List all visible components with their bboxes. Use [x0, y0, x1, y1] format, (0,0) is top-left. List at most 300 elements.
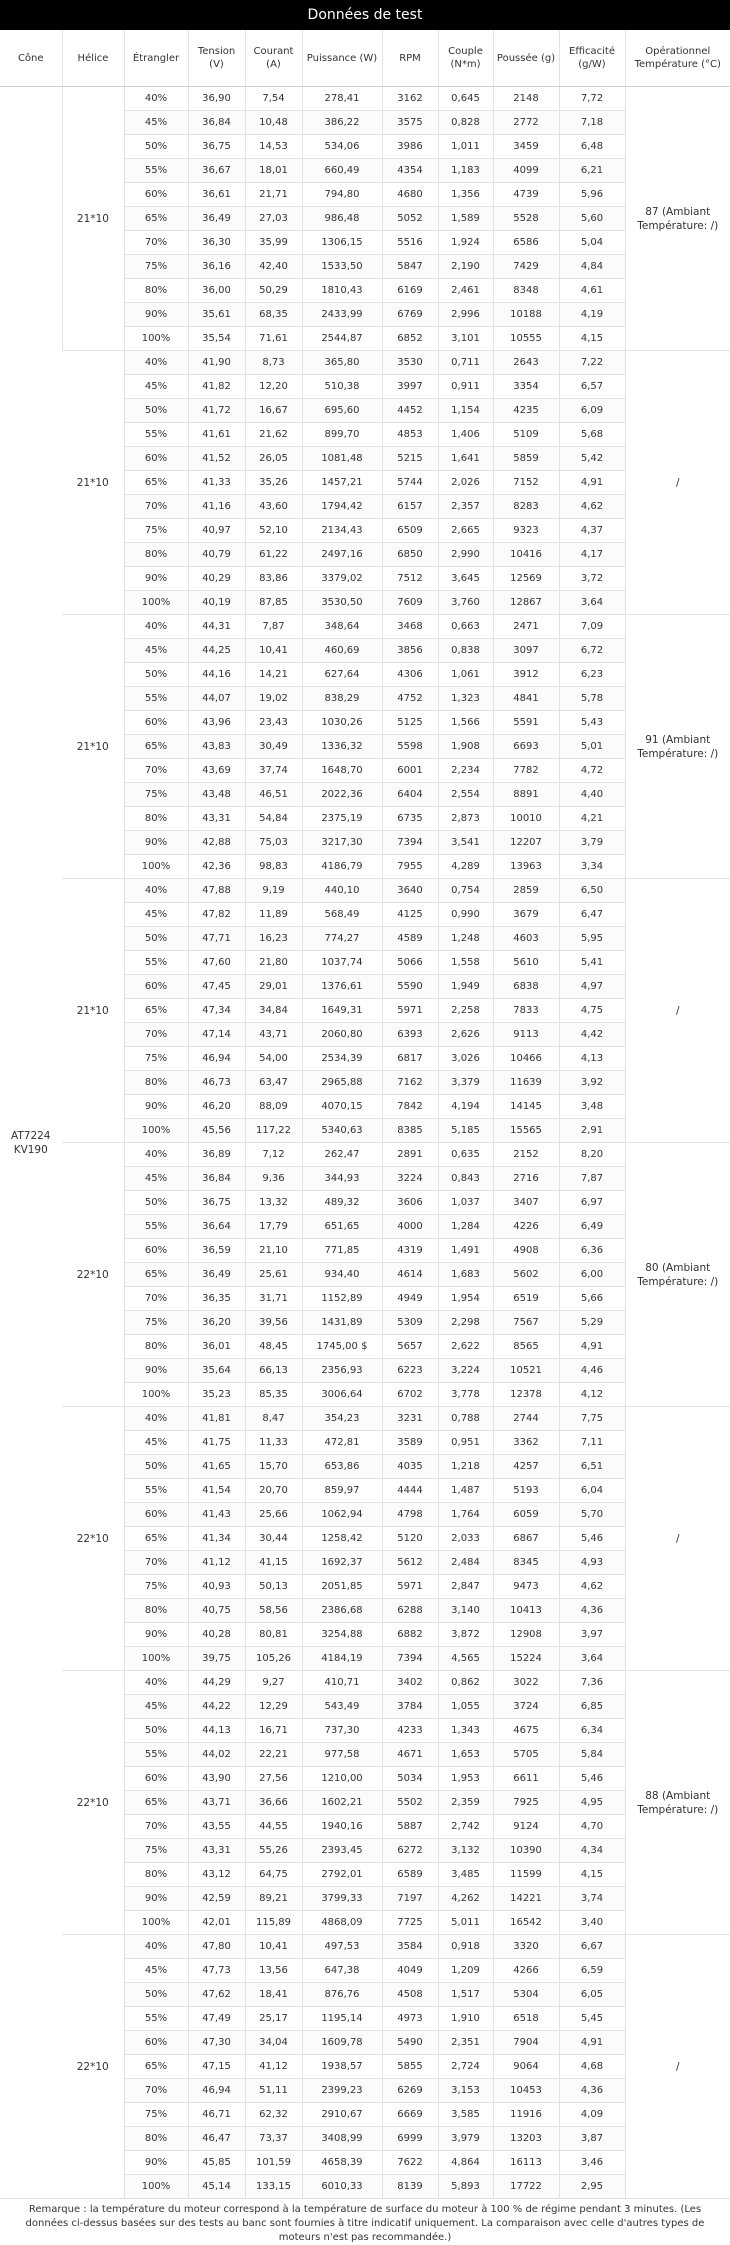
- torque-cell: 2,665: [438, 519, 493, 543]
- thrust-cell: 3362: [493, 1431, 559, 1455]
- current-cell: 10,41: [245, 639, 302, 663]
- efficiency-cell: 6,48: [559, 135, 625, 159]
- rpm-cell: 3162: [382, 87, 438, 111]
- torque-cell: 1,356: [438, 183, 493, 207]
- rpm-cell: 4853: [382, 423, 438, 447]
- power-cell: 1081,48: [302, 447, 382, 471]
- header-cone: Cône: [0, 30, 62, 87]
- rpm-cell: 5971: [382, 1575, 438, 1599]
- rpm-cell: 6272: [382, 1839, 438, 1863]
- thrust-cell: 10466: [493, 1047, 559, 1071]
- current-cell: 9,36: [245, 1167, 302, 1191]
- torque-cell: 1,037: [438, 1191, 493, 1215]
- current-cell: 52,10: [245, 519, 302, 543]
- power-cell: 4186,79: [302, 855, 382, 879]
- power-cell: 2134,43: [302, 519, 382, 543]
- rpm-cell: 7394: [382, 1647, 438, 1671]
- throttle-cell: 45%: [124, 639, 188, 663]
- voltage-cell: 47,80: [188, 1935, 245, 1959]
- rpm-cell: 3575: [382, 111, 438, 135]
- thrust-cell: 5610: [493, 951, 559, 975]
- throttle-cell: 55%: [124, 159, 188, 183]
- throttle-cell: 70%: [124, 2079, 188, 2103]
- torque-cell: 0,911: [438, 375, 493, 399]
- rpm-cell: 4680: [382, 183, 438, 207]
- efficiency-cell: 7,11: [559, 1431, 625, 1455]
- torque-cell: 3,224: [438, 1359, 493, 1383]
- header-propeller: Hélice: [62, 30, 124, 87]
- throttle-cell: 45%: [124, 1431, 188, 1455]
- power-cell: 1152,89: [302, 1287, 382, 1311]
- torque-cell: 2,033: [438, 1527, 493, 1551]
- current-cell: 7,87: [245, 615, 302, 639]
- torque-cell: 2,461: [438, 279, 493, 303]
- rpm-cell: 3784: [382, 1695, 438, 1719]
- current-cell: 73,37: [245, 2127, 302, 2151]
- table-row: [0, 615, 730, 639]
- torque-cell: 1,284: [438, 1215, 493, 1239]
- voltage-cell: 43,83: [188, 735, 245, 759]
- torque-cell: 3,645: [438, 567, 493, 591]
- thrust-cell: 9473: [493, 1575, 559, 1599]
- throttle-cell: 75%: [124, 1047, 188, 1071]
- power-cell: 2497,16: [302, 543, 382, 567]
- torque-cell: 1,764: [438, 1503, 493, 1527]
- thrust-cell: 10390: [493, 1839, 559, 1863]
- torque-cell: 1,343: [438, 1719, 493, 1743]
- efficiency-cell: 6,50: [559, 879, 625, 903]
- voltage-cell: 36,01: [188, 1335, 245, 1359]
- thrust-cell: 2471: [493, 615, 559, 639]
- torque-cell: 2,351: [438, 2031, 493, 2055]
- voltage-cell: 41,16: [188, 495, 245, 519]
- efficiency-cell: 5,96: [559, 183, 625, 207]
- throttle-cell: 40%: [124, 1143, 188, 1167]
- throttle-cell: 90%: [124, 1887, 188, 1911]
- torque-cell: 3,760: [438, 591, 493, 615]
- torque-cell: 2,258: [438, 999, 493, 1023]
- throttle-cell: 90%: [124, 1623, 188, 1647]
- voltage-cell: 42,36: [188, 855, 245, 879]
- current-cell: 30,49: [245, 735, 302, 759]
- propeller-cell: 21*10: [62, 879, 124, 1143]
- voltage-cell: 41,54: [188, 1479, 245, 1503]
- efficiency-cell: 6,00: [559, 1263, 625, 1287]
- power-cell: 2433,99: [302, 303, 382, 327]
- table-row: [0, 1935, 730, 1959]
- throttle-cell: 65%: [124, 2055, 188, 2079]
- efficiency-cell: 6,09: [559, 399, 625, 423]
- power-cell: 627,64: [302, 663, 382, 687]
- efficiency-cell: 5,68: [559, 423, 625, 447]
- thrust-cell: 12867: [493, 591, 559, 615]
- thrust-cell: 5109: [493, 423, 559, 447]
- rpm-cell: 4671: [382, 1743, 438, 1767]
- efficiency-cell: 5,78: [559, 687, 625, 711]
- voltage-cell: 36,67: [188, 159, 245, 183]
- rpm-cell: 3589: [382, 1431, 438, 1455]
- throttle-cell: 100%: [124, 2175, 188, 2199]
- rpm-cell: 4444: [382, 1479, 438, 1503]
- thrust-cell: 4739: [493, 183, 559, 207]
- torque-cell: 1,949: [438, 975, 493, 999]
- efficiency-cell: 4,17: [559, 543, 625, 567]
- efficiency-cell: 5,43: [559, 711, 625, 735]
- thrust-cell: 16113: [493, 2151, 559, 2175]
- thrust-cell: 6611: [493, 1767, 559, 1791]
- thrust-cell: 7782: [493, 759, 559, 783]
- torque-cell: 1,491: [438, 1239, 493, 1263]
- current-cell: 50,13: [245, 1575, 302, 1599]
- throttle-cell: 80%: [124, 1599, 188, 1623]
- torque-cell: 0,990: [438, 903, 493, 927]
- torque-cell: 0,918: [438, 1935, 493, 1959]
- current-cell: 37,74: [245, 759, 302, 783]
- voltage-cell: 36,16: [188, 255, 245, 279]
- voltage-cell: 47,88: [188, 879, 245, 903]
- rpm-cell: 5120: [382, 1527, 438, 1551]
- throttle-cell: 55%: [124, 1743, 188, 1767]
- rpm-cell: 6404: [382, 783, 438, 807]
- throttle-cell: 70%: [124, 495, 188, 519]
- rpm-cell: 5502: [382, 1791, 438, 1815]
- rpm-cell: 4508: [382, 1983, 438, 2007]
- torque-cell: 3,026: [438, 1047, 493, 1071]
- efficiency-cell: 8,20: [559, 1143, 625, 1167]
- current-cell: 54,84: [245, 807, 302, 831]
- thrust-cell: 4675: [493, 1719, 559, 1743]
- voltage-cell: 46,94: [188, 1047, 245, 1071]
- torque-cell: 2,990: [438, 543, 493, 567]
- throttle-cell: 75%: [124, 1575, 188, 1599]
- rpm-cell: 6850: [382, 543, 438, 567]
- header-rpm: RPM: [382, 30, 438, 87]
- power-cell: 3217,30: [302, 831, 382, 855]
- power-cell: 1457,21: [302, 471, 382, 495]
- efficiency-cell: 3,48: [559, 1095, 625, 1119]
- efficiency-cell: 6,47: [559, 903, 625, 927]
- efficiency-cell: 4,09: [559, 2103, 625, 2127]
- rpm-cell: 5034: [382, 1767, 438, 1791]
- torque-cell: 2,359: [438, 1791, 493, 1815]
- efficiency-cell: 5,70: [559, 1503, 625, 1527]
- throttle-cell: 40%: [124, 1407, 188, 1431]
- current-cell: 9,19: [245, 879, 302, 903]
- thrust-cell: 2152: [493, 1143, 559, 1167]
- efficiency-cell: 4,93: [559, 1551, 625, 1575]
- rpm-cell: 4752: [382, 687, 438, 711]
- voltage-cell: 46,47: [188, 2127, 245, 2151]
- efficiency-cell: 3,74: [559, 1887, 625, 1911]
- thrust-cell: 3912: [493, 663, 559, 687]
- rpm-cell: 6169: [382, 279, 438, 303]
- efficiency-cell: 6,23: [559, 663, 625, 687]
- current-cell: 12,20: [245, 375, 302, 399]
- efficiency-cell: 5,01: [559, 735, 625, 759]
- torque-cell: 0,635: [438, 1143, 493, 1167]
- voltage-cell: 36,75: [188, 135, 245, 159]
- power-cell: 1210,00: [302, 1767, 382, 1791]
- voltage-cell: 47,62: [188, 1983, 245, 2007]
- efficiency-cell: 6,57: [559, 375, 625, 399]
- efficiency-cell: 4,97: [559, 975, 625, 999]
- thrust-cell: 6586: [493, 231, 559, 255]
- torque-cell: 2,742: [438, 1815, 493, 1839]
- current-cell: 27,03: [245, 207, 302, 231]
- current-cell: 98,83: [245, 855, 302, 879]
- rpm-cell: 6999: [382, 2127, 438, 2151]
- power-cell: 651,65: [302, 1215, 382, 1239]
- rpm-cell: 6669: [382, 2103, 438, 2127]
- table-row: [0, 1671, 730, 1695]
- power-cell: 653,86: [302, 1455, 382, 1479]
- thrust-cell: 10453: [493, 2079, 559, 2103]
- power-cell: 262,47: [302, 1143, 382, 1167]
- thrust-cell: 13963: [493, 855, 559, 879]
- rpm-cell: 4125: [382, 903, 438, 927]
- temperature-cell: /: [625, 879, 730, 1143]
- voltage-cell: 44,07: [188, 687, 245, 711]
- throttle-cell: 70%: [124, 1023, 188, 1047]
- rpm-cell: 5847: [382, 255, 438, 279]
- thrust-cell: 11639: [493, 1071, 559, 1095]
- efficiency-cell: 5,45: [559, 2007, 625, 2031]
- efficiency-cell: 6,34: [559, 1719, 625, 1743]
- thrust-cell: 8283: [493, 495, 559, 519]
- voltage-cell: 36,89: [188, 1143, 245, 1167]
- efficiency-cell: 4,70: [559, 1815, 625, 1839]
- rpm-cell: 3584: [382, 1935, 438, 1959]
- rpm-cell: 5855: [382, 2055, 438, 2079]
- current-cell: 64,75: [245, 1863, 302, 1887]
- voltage-cell: 41,12: [188, 1551, 245, 1575]
- thrust-cell: 3097: [493, 639, 559, 663]
- thrust-cell: 14145: [493, 1095, 559, 1119]
- thrust-cell: 6838: [493, 975, 559, 999]
- thrust-cell: 8565: [493, 1335, 559, 1359]
- voltage-cell: 43,31: [188, 807, 245, 831]
- propeller-cell: 21*10: [62, 87, 124, 351]
- voltage-cell: 40,28: [188, 1623, 245, 1647]
- thrust-cell: 2859: [493, 879, 559, 903]
- current-cell: 61,22: [245, 543, 302, 567]
- efficiency-cell: 4,46: [559, 1359, 625, 1383]
- torque-cell: 1,653: [438, 1743, 493, 1767]
- power-cell: 1195,14: [302, 2007, 382, 2031]
- throttle-cell: 45%: [124, 903, 188, 927]
- rpm-cell: 4798: [382, 1503, 438, 1527]
- current-cell: 25,61: [245, 1263, 302, 1287]
- current-cell: 7,54: [245, 87, 302, 111]
- power-cell: 934,40: [302, 1263, 382, 1287]
- thrust-cell: 9323: [493, 519, 559, 543]
- throttle-cell: 80%: [124, 1071, 188, 1095]
- voltage-cell: 41,33: [188, 471, 245, 495]
- throttle-cell: 40%: [124, 87, 188, 111]
- thrust-cell: 7152: [493, 471, 559, 495]
- power-cell: 568,49: [302, 903, 382, 927]
- rpm-cell: 4035: [382, 1455, 438, 1479]
- thrust-cell: 8348: [493, 279, 559, 303]
- power-cell: 2060,80: [302, 1023, 382, 1047]
- rpm-cell: 4354: [382, 159, 438, 183]
- power-cell: 737,30: [302, 1719, 382, 1743]
- throttle-cell: 50%: [124, 663, 188, 687]
- throttle-cell: 100%: [124, 1383, 188, 1407]
- efficiency-cell: 7,87: [559, 1167, 625, 1191]
- throttle-cell: 55%: [124, 687, 188, 711]
- current-cell: 23,43: [245, 711, 302, 735]
- voltage-cell: 43,55: [188, 1815, 245, 1839]
- efficiency-cell: 3,40: [559, 1911, 625, 1935]
- voltage-cell: 40,19: [188, 591, 245, 615]
- efficiency-cell: 4,95: [559, 1791, 625, 1815]
- voltage-cell: 43,90: [188, 1767, 245, 1791]
- efficiency-cell: 4,91: [559, 471, 625, 495]
- current-cell: 133,15: [245, 2175, 302, 2199]
- voltage-cell: 43,96: [188, 711, 245, 735]
- voltage-cell: 44,16: [188, 663, 245, 687]
- torque-cell: 4,565: [438, 1647, 493, 1671]
- current-cell: 15,70: [245, 1455, 302, 1479]
- rpm-cell: 6393: [382, 1023, 438, 1047]
- torque-cell: 2,873: [438, 807, 493, 831]
- power-cell: 1306,15: [302, 231, 382, 255]
- efficiency-cell: 4,15: [559, 1863, 625, 1887]
- thrust-cell: 3459: [493, 135, 559, 159]
- thrust-cell: 7429: [493, 255, 559, 279]
- current-cell: 19,02: [245, 687, 302, 711]
- torque-cell: 1,323: [438, 687, 493, 711]
- current-cell: 21,71: [245, 183, 302, 207]
- current-cell: 16,23: [245, 927, 302, 951]
- efficiency-cell: 4,61: [559, 279, 625, 303]
- power-cell: 497,53: [302, 1935, 382, 1959]
- current-cell: 71,61: [245, 327, 302, 351]
- rpm-cell: 6852: [382, 327, 438, 351]
- thrust-cell: 10188: [493, 303, 559, 327]
- thrust-cell: 6518: [493, 2007, 559, 2031]
- rpm-cell: 5125: [382, 711, 438, 735]
- thrust-cell: 7925: [493, 1791, 559, 1815]
- voltage-cell: 47,30: [188, 2031, 245, 2055]
- torque-cell: 1,183: [438, 159, 493, 183]
- current-cell: 12,29: [245, 1695, 302, 1719]
- power-cell: 278,41: [302, 87, 382, 111]
- rpm-cell: 3606: [382, 1191, 438, 1215]
- efficiency-cell: 4,42: [559, 1023, 625, 1047]
- current-cell: 16,67: [245, 399, 302, 423]
- torque-cell: 0,838: [438, 639, 493, 663]
- voltage-cell: 36,75: [188, 1191, 245, 1215]
- current-cell: 51,11: [245, 2079, 302, 2103]
- throttle-cell: 40%: [124, 1935, 188, 1959]
- throttle-cell: 90%: [124, 1095, 188, 1119]
- current-cell: 75,03: [245, 831, 302, 855]
- rpm-cell: 3640: [382, 879, 438, 903]
- torque-cell: 3,140: [438, 1599, 493, 1623]
- thrust-cell: 2744: [493, 1407, 559, 1431]
- power-cell: 647,38: [302, 1959, 382, 1983]
- power-cell: 354,23: [302, 1407, 382, 1431]
- thrust-cell: 11599: [493, 1863, 559, 1887]
- power-cell: 876,76: [302, 1983, 382, 2007]
- thrust-cell: 3022: [493, 1671, 559, 1695]
- rpm-cell: 7622: [382, 2151, 438, 2175]
- throttle-cell: 70%: [124, 1815, 188, 1839]
- torque-cell: 2,026: [438, 471, 493, 495]
- voltage-cell: 46,94: [188, 2079, 245, 2103]
- current-cell: 26,05: [245, 447, 302, 471]
- thrust-cell: 14221: [493, 1887, 559, 1911]
- torque-cell: 1,248: [438, 927, 493, 951]
- power-cell: 4184,19: [302, 1647, 382, 1671]
- rpm-cell: 5612: [382, 1551, 438, 1575]
- thrust-cell: 10416: [493, 543, 559, 567]
- thrust-cell: 10521: [493, 1359, 559, 1383]
- current-cell: 10,48: [245, 111, 302, 135]
- voltage-cell: 36,30: [188, 231, 245, 255]
- power-cell: 1810,43: [302, 279, 382, 303]
- propeller-cell: 22*10: [62, 1935, 124, 2199]
- torque-cell: 2,626: [438, 1023, 493, 1047]
- temperature-cell: 80 (Ambiant Température: /): [625, 1143, 730, 1407]
- header-torque: Couple (N*m): [438, 30, 493, 87]
- rpm-cell: 5744: [382, 471, 438, 495]
- power-cell: 771,85: [302, 1239, 382, 1263]
- torque-cell: 4,262: [438, 1887, 493, 1911]
- efficiency-cell: 4,68: [559, 2055, 625, 2079]
- propeller-cell: 22*10: [62, 1671, 124, 1935]
- current-cell: 46,51: [245, 783, 302, 807]
- throttle-cell: 80%: [124, 279, 188, 303]
- power-cell: 510,38: [302, 375, 382, 399]
- power-cell: 2965,88: [302, 1071, 382, 1095]
- thrust-cell: 9113: [493, 1023, 559, 1047]
- power-cell: 344,93: [302, 1167, 382, 1191]
- thrust-cell: 3354: [493, 375, 559, 399]
- voltage-cell: 46,73: [188, 1071, 245, 1095]
- torque-cell: 2,234: [438, 759, 493, 783]
- table-row: [0, 87, 730, 111]
- power-cell: 460,69: [302, 639, 382, 663]
- voltage-cell: 47,60: [188, 951, 245, 975]
- throttle-cell: 60%: [124, 975, 188, 999]
- power-cell: 2356,93: [302, 1359, 382, 1383]
- power-cell: 1745,00 $: [302, 1335, 382, 1359]
- power-cell: 2544,87: [302, 327, 382, 351]
- power-cell: 1376,61: [302, 975, 382, 999]
- current-cell: 41,15: [245, 1551, 302, 1575]
- rpm-cell: 5052: [382, 207, 438, 231]
- voltage-cell: 41,75: [188, 1431, 245, 1455]
- header-thrust: Poussée (g): [493, 30, 559, 87]
- throttle-cell: 90%: [124, 1359, 188, 1383]
- power-cell: 534,06: [302, 135, 382, 159]
- torque-cell: 0,711: [438, 351, 493, 375]
- throttle-cell: 90%: [124, 303, 188, 327]
- throttle-cell: 100%: [124, 855, 188, 879]
- current-cell: 80,81: [245, 1623, 302, 1647]
- rpm-cell: 5887: [382, 1815, 438, 1839]
- rpm-cell: 6001: [382, 759, 438, 783]
- current-cell: 8,47: [245, 1407, 302, 1431]
- voltage-cell: 36,35: [188, 1287, 245, 1311]
- current-cell: 41,12: [245, 2055, 302, 2079]
- rpm-cell: 7955: [382, 855, 438, 879]
- efficiency-cell: 6,72: [559, 639, 625, 663]
- throttle-cell: 40%: [124, 615, 188, 639]
